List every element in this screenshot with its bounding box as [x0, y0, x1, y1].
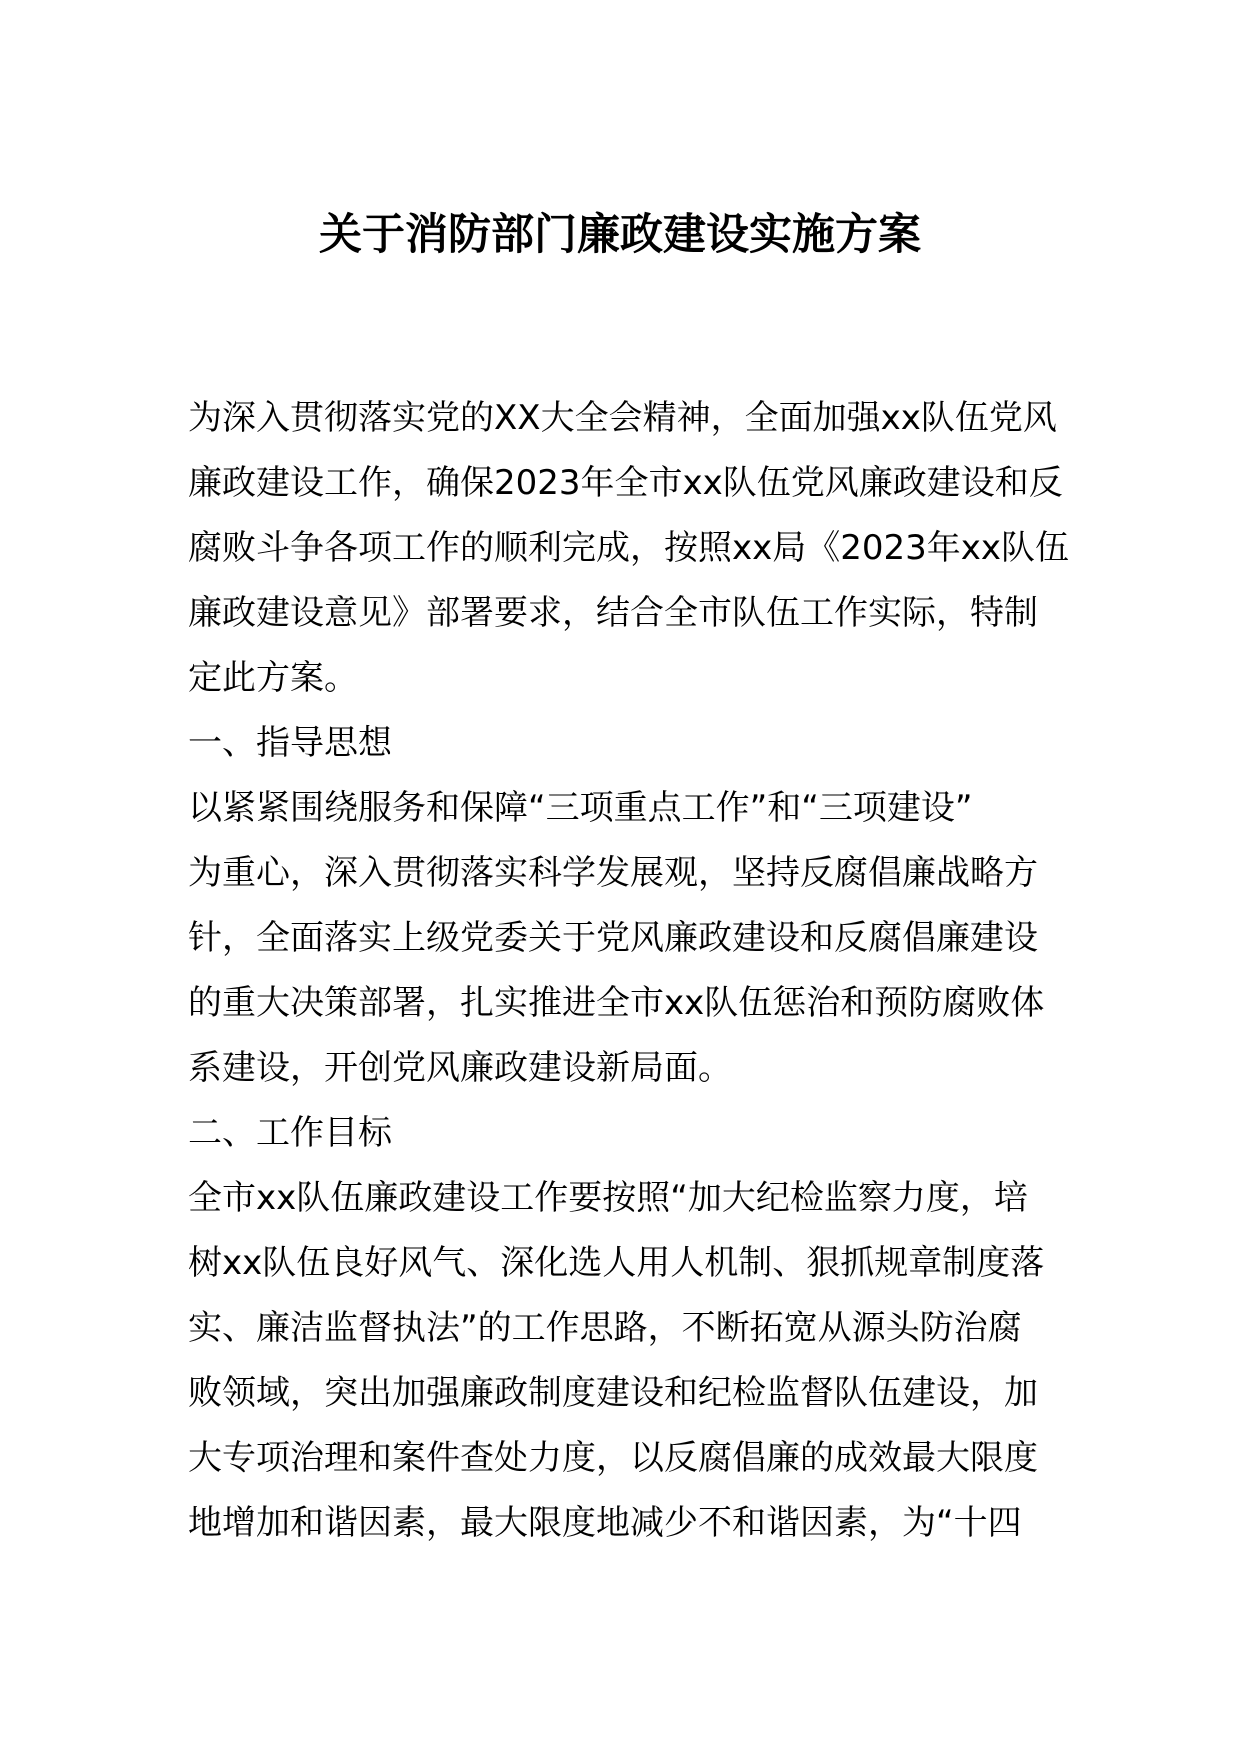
paragraph-work-goals-line: 地增加和谐因素，最大限度地减少不和谐因素，为“十四 [188, 1503, 1022, 1543]
paragraph-work-goals-line: 全市xx队伍廉政建设工作要按照“加大纪检监察力度，培 [188, 1178, 1028, 1218]
document-body [188, 386, 1070, 1556]
section-heading-work-goals: 二、工作目标 [188, 1113, 392, 1153]
paragraph-work-goals-line: 败领域，突出加强廉政制度建设和纪检监督队伍建设，加 [188, 1373, 1038, 1413]
paragraph-intro-line: 廉政建设工作，确保2023年全市xx队伍党风廉政建设和反 [188, 463, 1063, 503]
paragraph-guiding-ideology-line: 以紧紧围绕服务和保障“三项重点工作”和“三项建设” [188, 788, 973, 828]
paragraph-work-goals-line: 大专项治理和案件查处力度，以反腐倡廉的成效最大限度 [188, 1438, 1038, 1478]
paragraph-intro-line: 廉政建设意见》部署要求，结合全市队伍工作实际，特制 [188, 593, 1038, 633]
paragraph-guiding-ideology-line: 系建设，开创党风廉政建设新局面。 [188, 1048, 732, 1088]
paragraph-work-goals-line: 树xx队伍良好风气、深化选人用人机制、狠抓规章制度落 [188, 1243, 1045, 1283]
paragraph-guiding-ideology-line: 的重大决策部署，扎实推进全市xx队伍惩治和预防腐败体 [188, 983, 1045, 1023]
paragraph-guiding-ideology-line: 针，全面落实上级党委关于党风廉政建设和反腐倡廉建设 [188, 918, 1038, 958]
section-heading-guiding-ideology: 一、指导思想 [188, 723, 392, 763]
paragraph-guiding-ideology-line: 为重心，深入贯彻落实科学发展观，坚持反腐倡廉战略方 [188, 853, 1038, 893]
paragraph-intro-line: 定此方案。 [188, 658, 358, 698]
paragraph-work-goals-line: 实、廉洁监督执法”的工作思路，不断拓宽从源头防治腐 [188, 1308, 1022, 1348]
paragraph-intro-line: 为深入贯彻落实党的XX大全会精神，全面加强xx队伍党风 [188, 398, 1057, 438]
paragraph-intro-line: 腐败斗争各项工作的顺利完成，按照xx局《2023年xx队伍 [188, 528, 1070, 568]
document-title: 关于消防部门廉政建设实施方案 [319, 210, 921, 260]
